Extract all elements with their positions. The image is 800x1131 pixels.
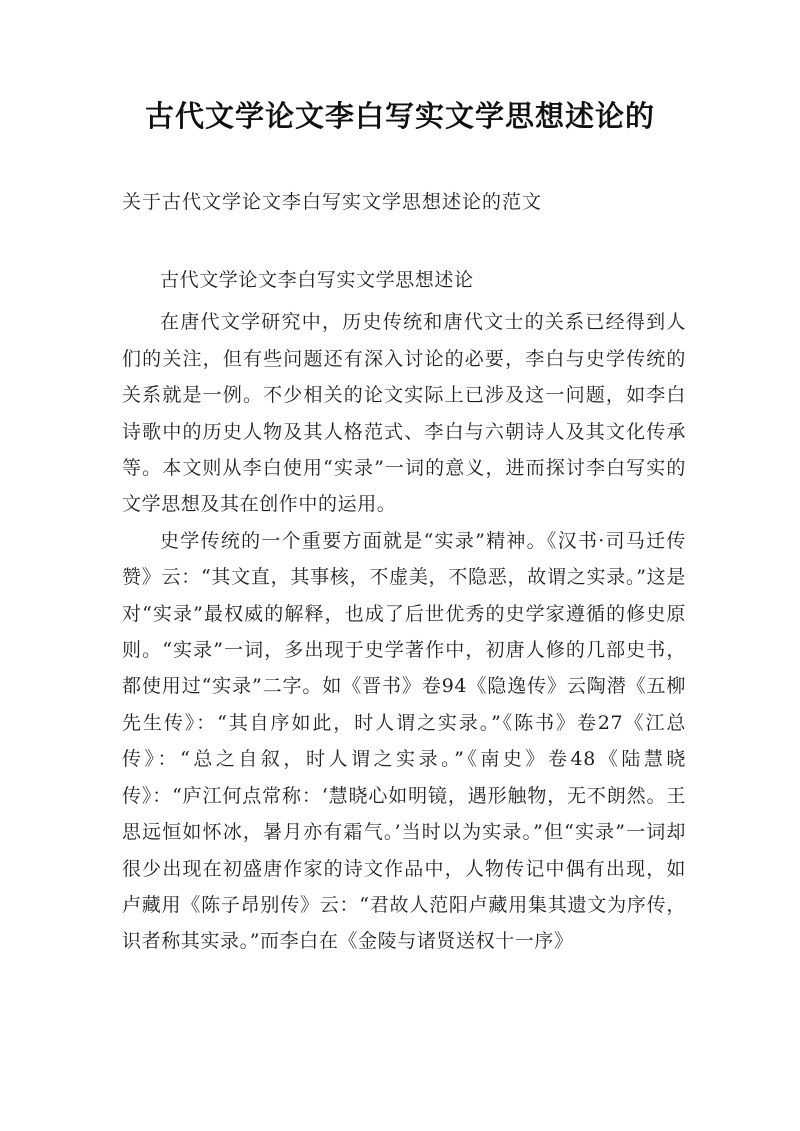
document-subtitle: 关于古代文学论文李白写实文学思想述论的范文 [122,191,543,213]
document-title: 古代文学论文李白写实文学思想述论的 [144,99,655,133]
paragraph-1: 在唐代文学研究中，历史传统和唐代文士的关系已经得到人们的关注，但有些问题还有深入讨论的必要，李白与史学传统的关系就是一例。不少相关的论文实际上已涉及这一问题，如李白诗歌中的历史人物及其人格范式、李白与六朝诗人及其文化传承等。本文则从李白使用“实录”一词的意义，进而探讨李白写实的文学思想及其在创作中的运用。 [122,311,686,516]
document-body [122,262,686,960]
section-heading: 古代文学论文李白写实文学思想述论 [160,269,474,291]
paragraph-2: 史学传统的一个重要方面就是“实录”精神。《汉书·司马迁传赞》云：“其文直，其事核，不虚美，不隐恶，故谓之实录。”这是对“实录”最权威的解释，也成了后世优秀的史学家遵循的修史原则。“实录”一词，多出现于史学著作中，初唐人修的几部史书，都使用过“实录”二字。如《晋书》卷94《隐逸传》云陶潜《五柳先生传》：“其自序如此，时人谓之实录。”《陈书》卷27《江总传》：“总之自叙，时人谓之实录。”《南史》卷48《陆慧晓传》：“庐江何点常称：‘慧晓心如明镜，遇形触物，无不朗然。王思远恒如怀冰，暑月亦有霜气。’当时以为实录。”但“实录”一词却很少出现在初盛唐作家的诗文作品中，人物传记中偶有出现，如卢藏用《陈子昂别传》云：“君故人范阳卢藏用集其遗文为序传，识者称其实录。”而李白在《金陵与诸贤送权十一序》 [122,529,686,953]
